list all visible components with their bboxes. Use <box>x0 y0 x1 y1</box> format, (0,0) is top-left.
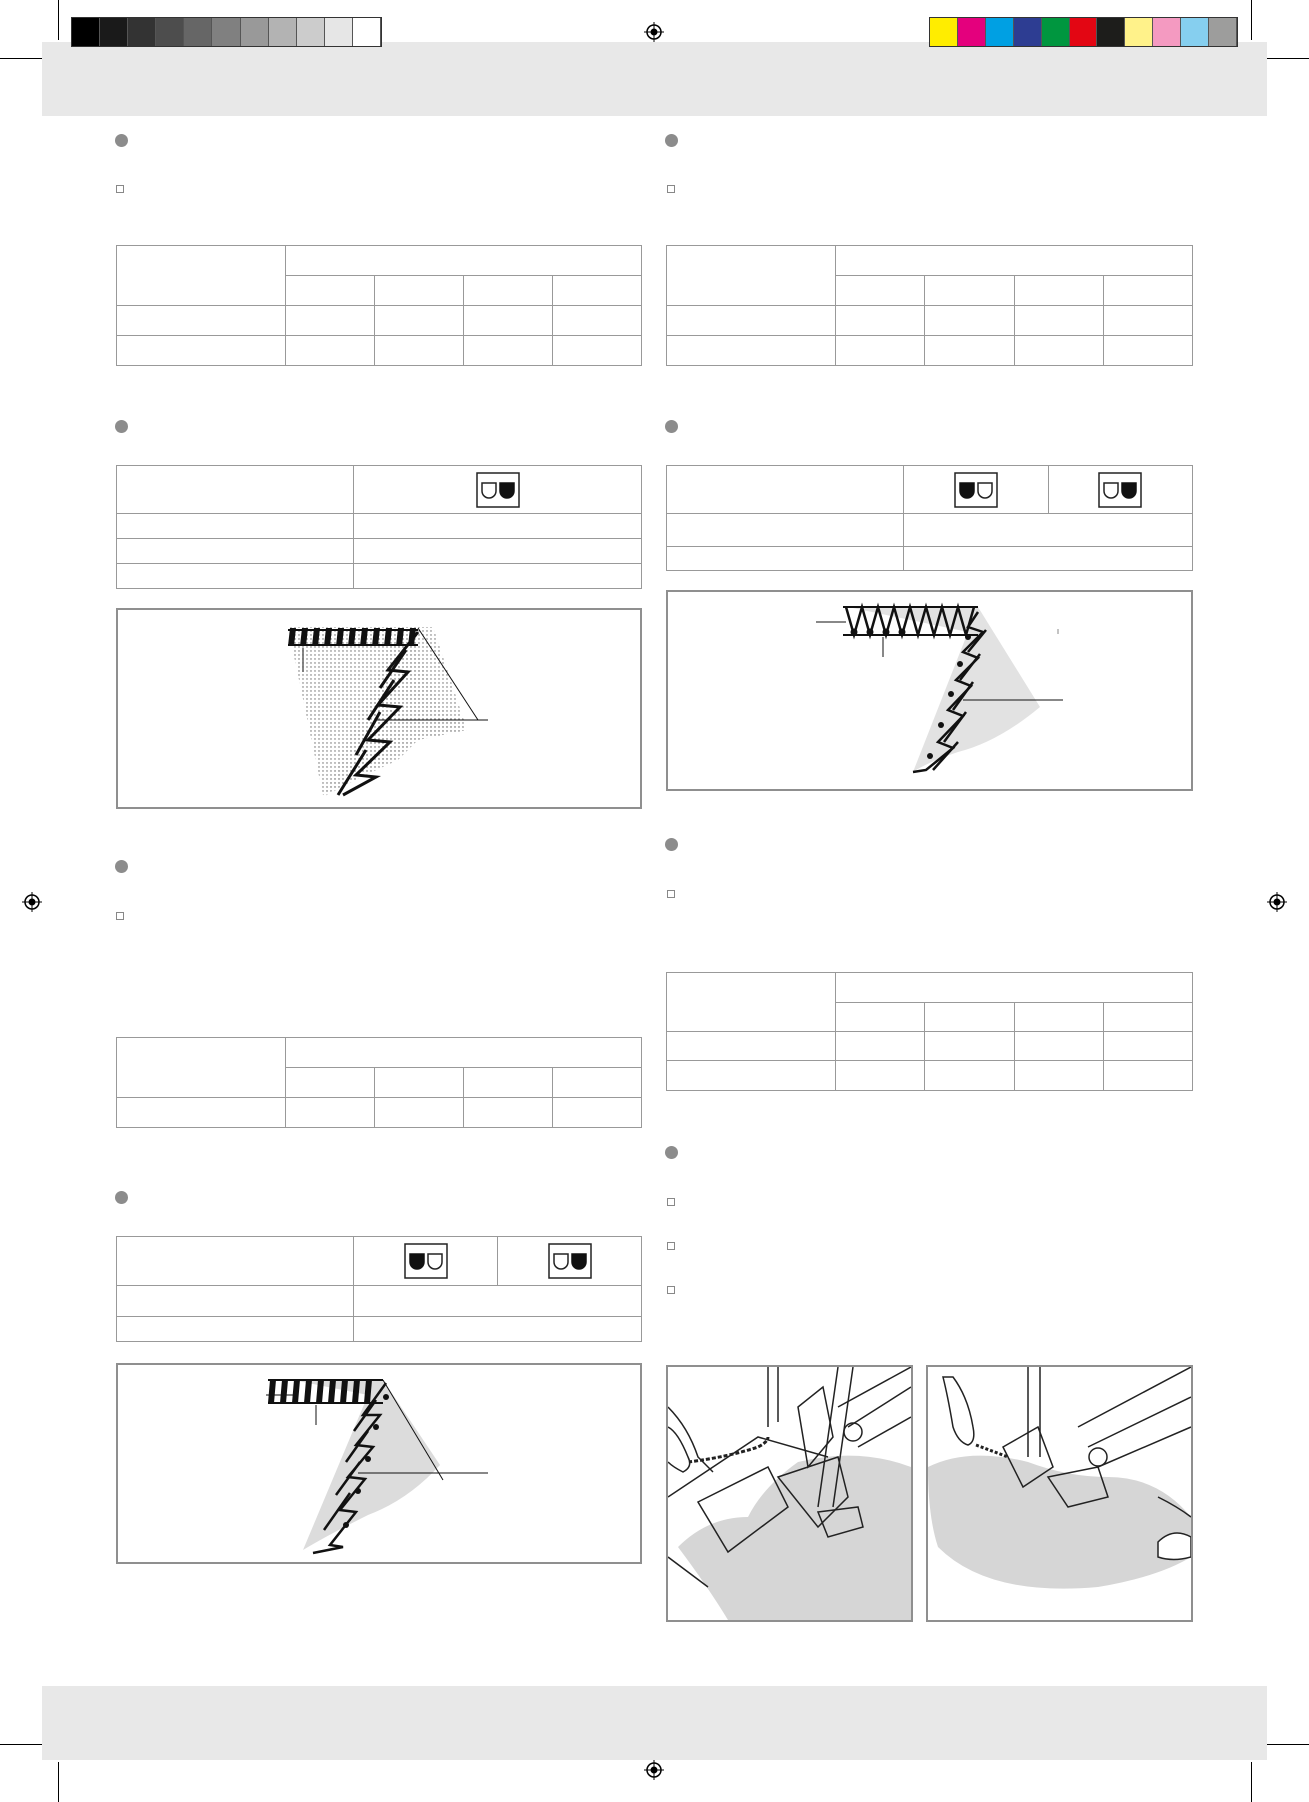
machine-illustration-panel <box>926 1365 1193 1622</box>
color-swatch <box>128 18 156 46</box>
crop-mark <box>58 1762 59 1802</box>
section-bullet <box>665 838 678 851</box>
step-checkbox <box>667 1242 675 1250</box>
color-swatch <box>353 18 381 46</box>
needle-settings-table <box>666 465 1193 571</box>
section-bullet <box>115 860 128 873</box>
color-swatch <box>958 18 986 46</box>
color-swatch <box>269 18 297 46</box>
crop-mark <box>1267 1744 1309 1745</box>
registration-crosshair-icon <box>1267 892 1287 912</box>
stitch-diagram-panel <box>666 590 1193 791</box>
crop-mark <box>1251 0 1252 40</box>
color-swatch <box>1042 18 1070 46</box>
overlock-stitch-illustration <box>118 610 640 807</box>
settings-table <box>116 245 642 366</box>
color-swatch <box>1097 18 1125 46</box>
section-bullet <box>665 420 678 433</box>
color-swatch <box>1014 18 1042 46</box>
needle-pair-left-filled-icon <box>404 1243 448 1279</box>
color-swatch <box>930 18 958 46</box>
color-swatch <box>72 18 100 46</box>
needle-settings-table <box>116 465 642 589</box>
needle-pair-left-filled-icon <box>954 472 998 508</box>
color-swatch <box>986 18 1014 46</box>
settings-table <box>116 1037 642 1128</box>
section-bullet <box>665 134 678 147</box>
serger-presser-foot-illustration <box>928 1367 1191 1620</box>
header-band <box>42 42 1267 116</box>
step-checkbox <box>667 890 675 898</box>
step-checkbox <box>667 1198 675 1206</box>
serger-presser-foot-illustration <box>668 1367 911 1620</box>
crop-mark <box>1267 58 1309 59</box>
color-swatch <box>325 18 353 46</box>
color-swatch <box>241 18 269 46</box>
crop-mark <box>0 1744 42 1745</box>
color-swatch <box>1181 18 1209 46</box>
section-bullet <box>115 420 128 433</box>
step-checkbox <box>667 185 675 193</box>
crop-mark <box>1251 1762 1252 1802</box>
crop-mark <box>58 0 59 40</box>
footer-band <box>42 1686 1267 1760</box>
settings-table <box>666 245 1193 366</box>
color-swatch <box>1209 18 1237 46</box>
stitch-diagram-panel <box>116 1363 642 1564</box>
needle-pair-right-filled-icon <box>1098 472 1142 508</box>
color-swatch <box>184 18 212 46</box>
color-swatch <box>297 18 325 46</box>
needle-settings-table <box>116 1236 642 1342</box>
machine-illustration-panel <box>666 1365 913 1622</box>
color-swatch <box>212 18 240 46</box>
needle-pair-right-filled-icon <box>476 472 520 508</box>
color-bar <box>929 17 1238 47</box>
color-swatch <box>156 18 184 46</box>
section-bullet <box>665 1146 678 1159</box>
registration-crosshair-icon <box>644 22 664 42</box>
grayscale-bar <box>71 17 382 47</box>
step-checkbox <box>667 1286 675 1294</box>
color-swatch <box>1125 18 1153 46</box>
step-checkbox <box>116 912 124 920</box>
overlock-stitch-illustration <box>668 592 1191 789</box>
crop-mark <box>0 58 42 59</box>
section-bullet <box>115 1191 128 1204</box>
overlock-stitch-illustration <box>118 1365 640 1562</box>
stitch-diagram-panel <box>116 608 642 809</box>
registration-crosshair-icon <box>22 892 42 912</box>
color-swatch <box>1070 18 1098 46</box>
color-swatch <box>1153 18 1181 46</box>
step-checkbox <box>116 185 124 193</box>
registration-crosshair-icon <box>644 1760 664 1780</box>
settings-table <box>666 972 1193 1091</box>
section-bullet <box>115 134 128 147</box>
color-swatch <box>100 18 128 46</box>
needle-pair-right-filled-icon <box>548 1243 592 1279</box>
